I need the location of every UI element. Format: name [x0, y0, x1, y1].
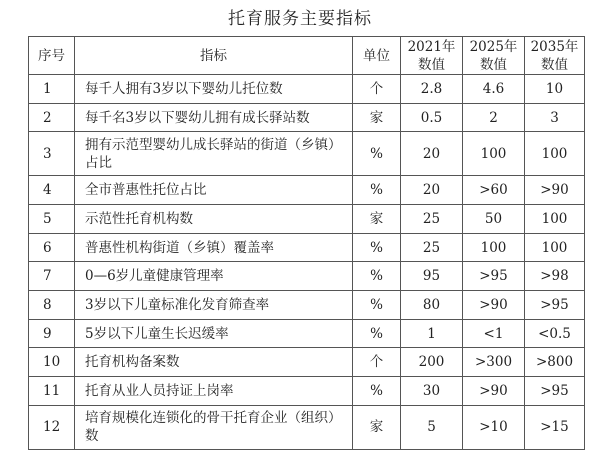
cell-seq: 5: [29, 205, 75, 234]
cell-indicator: 每千名3岁以下婴幼儿拥有成长驿站数: [75, 103, 353, 132]
cell-2035: >15: [525, 405, 585, 449]
cell-2025: >60: [463, 176, 525, 205]
cell-2025: >10: [463, 405, 525, 449]
cell-unit: 家: [353, 103, 401, 132]
header-2035-year: 2035年: [530, 38, 579, 55]
header-row: [29, 37, 585, 75]
table-row: [29, 176, 585, 205]
cell-2035: 100: [525, 233, 585, 262]
cell-unit: %: [353, 132, 401, 176]
cell-unit: %: [353, 291, 401, 320]
cell-2025: 100: [463, 233, 525, 262]
cell-seq: 3: [29, 132, 75, 176]
cell-unit: %: [353, 262, 401, 291]
table-row: [29, 319, 585, 348]
cell-2035: 100: [525, 205, 585, 234]
cell-seq: 1: [29, 75, 75, 104]
cell-indicator: 拥有示范型婴幼儿成长驿站的街道（乡镇）占比: [75, 132, 353, 176]
cell-seq: 8: [29, 291, 75, 320]
cell-2035: >800: [525, 348, 585, 377]
cell-2021: 25: [401, 233, 463, 262]
cell-2021: 0.5: [401, 103, 463, 132]
table-row: [29, 405, 585, 449]
cell-unit: 家: [353, 205, 401, 234]
cell-2025: 100: [463, 132, 525, 176]
table-title: 托育服务主要指标: [228, 9, 372, 29]
cell-2025: <1: [463, 319, 525, 348]
cell-2021: 95: [401, 262, 463, 291]
cell-2025: >90: [463, 291, 525, 320]
cell-2021: 200: [401, 348, 463, 377]
header-2025: [463, 37, 525, 75]
cell-indicator: 每千人拥有3岁以下婴幼儿托位数: [75, 75, 353, 104]
header-2035: [525, 37, 585, 75]
table-row: [29, 291, 585, 320]
cell-unit: %: [353, 377, 401, 406]
table-row: [29, 75, 585, 104]
cell-2021: 2.8: [401, 75, 463, 104]
header-2021-year: 2021年: [407, 38, 456, 55]
cell-seq: 4: [29, 176, 75, 205]
table-row: [29, 205, 585, 234]
indicator-table: [28, 36, 585, 450]
cell-2035: 10: [525, 75, 585, 104]
cell-seq: 11: [29, 377, 75, 406]
cell-seq: 2: [29, 103, 75, 132]
cell-seq: 6: [29, 233, 75, 262]
cell-2021: 20: [401, 132, 463, 176]
table-row: [29, 377, 585, 406]
cell-indicator: 5岁以下儿童生长迟缓率: [75, 319, 353, 348]
cell-2035: >95: [525, 377, 585, 406]
cell-indicator: 托育从业人员持证上岗率: [75, 377, 353, 406]
cell-unit: %: [353, 233, 401, 262]
cell-unit: 家: [353, 405, 401, 449]
cell-unit: 个: [353, 348, 401, 377]
header-2021: [401, 37, 463, 75]
cell-2035: 3: [525, 103, 585, 132]
cell-indicator: 0—6岁儿童健康管理率: [75, 262, 353, 291]
header-2025-value: 数值: [480, 56, 507, 73]
cell-seq: 10: [29, 348, 75, 377]
cell-2021: 80: [401, 291, 463, 320]
header-2021-value: 数值: [418, 56, 445, 73]
cell-indicator: 培育规模化连锁化的骨干托育企业（组织）数: [75, 405, 353, 449]
cell-2021: 1: [401, 319, 463, 348]
cell-2035: >98: [525, 262, 585, 291]
header-2025-year: 2025年: [469, 38, 518, 55]
cell-seq: 12: [29, 405, 75, 449]
table-row: [29, 233, 585, 262]
cell-2021: 30: [401, 377, 463, 406]
cell-2021: 20: [401, 176, 463, 205]
cell-seq: 9: [29, 319, 75, 348]
header-2035-value: 数值: [541, 56, 568, 73]
cell-seq: 7: [29, 262, 75, 291]
cell-2025: >95: [463, 262, 525, 291]
cell-unit: %: [353, 319, 401, 348]
cell-indicator: 托育机构备案数: [75, 348, 353, 377]
cell-2035: >95: [525, 291, 585, 320]
cell-indicator: 全市普惠性托位占比: [75, 176, 353, 205]
cell-indicator: 3岁以下儿童标准化发育筛查率: [75, 291, 353, 320]
cell-2035: 100: [525, 132, 585, 176]
cell-indicator: 普惠性机构街道（乡镇）覆盖率: [75, 233, 353, 262]
cell-unit: 个: [353, 75, 401, 104]
table-row: [29, 348, 585, 377]
cell-2025: 2: [463, 103, 525, 132]
cell-indicator: 示范性托育机构数: [75, 205, 353, 234]
cell-2025: >90: [463, 377, 525, 406]
cell-2025: 50: [463, 205, 525, 234]
cell-2021: 5: [401, 405, 463, 449]
header-unit: 单位: [353, 37, 401, 75]
cell-2021: 25: [401, 205, 463, 234]
table-row: [29, 132, 585, 176]
table-row: [29, 103, 585, 132]
cell-2025: >300: [463, 348, 525, 377]
cell-2025: 4.6: [463, 75, 525, 104]
header-seq: 序号: [29, 37, 75, 75]
cell-2035: <0.5: [525, 319, 585, 348]
cell-2035: >90: [525, 176, 585, 205]
header-indicator: 指标: [75, 37, 353, 75]
cell-unit: %: [353, 176, 401, 205]
table-row: [29, 262, 585, 291]
